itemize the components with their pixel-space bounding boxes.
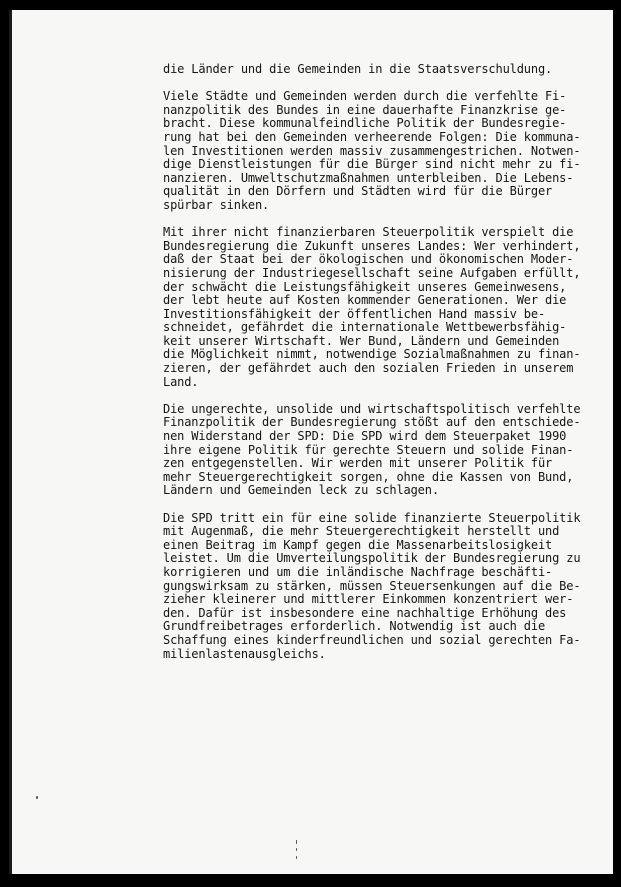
text-line: Die ungerechte, unsolide und wirtschaftspolitisch verfehlte [163,401,581,416]
scan-speck [36,796,38,799]
text-line: rung hat bei den Gemeinden verheerende Folgen: Die kommuna- [163,129,581,144]
text-line: len Investitionen werden massiv zusammengestrichen. Notwen- [163,143,581,158]
text-line: der lebt heute auf Kosten kommender Generationen. Wer die [163,293,567,308]
paragraph-3 [163,226,603,389]
scan-speck [296,848,297,851]
paragraph-2 [163,90,603,212]
text-line: Grundfreibetrages erforderlich. Notwendig ist auch die [163,619,546,634]
text-line: dige Dienstleistungen für die Bürger sind nicht mehr zu fi- [163,157,581,172]
text-line: Viele Städte und Gemeinden werden durch die verfehlte Fi- [163,89,567,104]
document-page [9,10,613,874]
text-line: die Möglichkeit nimmt, notwendige Sozialmaßnahmen zu finan- [163,347,581,362]
text-line: bracht. Diese kommunalfeindliche Politik der Bundesregie- [163,116,567,131]
text-line: Mit ihrer nicht finanzierbaren Steuerpolitik verspielt die [163,225,574,240]
text-line: leistet. Um die Umverteilungspolitik der Bundesregierung zu [163,551,581,566]
text-line: die Länder und die Gemeinden in die Staatsverschuldung. [163,62,553,76]
text-line: Bundesregierung die Zukunft unseres Landes: Wer verhindert, [163,238,581,253]
text-line: einen Beitrag im Kampf gegen die Massenarbeitslosigkeit [163,537,553,552]
text-line: keit unserer Wirtschaft. Wer Bund, Ländern und Gemeinden [163,333,560,348]
text-line: spürbar sinken. [163,197,270,212]
text-line: nanzpolitik des Bundes in eine dauerhafte Finanzkrise ge- [163,102,567,117]
text-line: mit Augenmaß, die mehr Steuergerechtigkeit herstellt und [163,524,560,539]
scan-edge [9,10,12,874]
text-line: milienlastenausgleichs. [163,646,326,661]
body-text [163,63,603,675]
text-line: nen Widerstand der SPD: Die SPD wird dem Steuerpaket 1990 [163,429,567,444]
text-line: der schwächt die Leistungsfähigkeit unseres Gemeinwesens, [163,279,567,294]
text-line: korrigieren und um die inländische Nachfrage beschäfti- [163,564,553,579]
text-line: zieher kleinerer und mittlerer Einkommen konzentriert wer- [163,592,574,607]
scan-speck [296,840,297,844]
text-line: nanzieren. Umweltschutzmaßnahmen unterbleiben. Die Lebens- [163,170,574,185]
text-line: Ländern und Gemeinden leck zu schlagen. [163,483,439,498]
text-line: Die SPD tritt ein für eine solide finanzierte Steuerpolitik [163,510,581,525]
paragraph-1 [163,63,603,77]
text-line: Investitionsfähigkeit der öffentlichen Hand massiv be- [163,306,546,321]
text-line: Schaffung eines kinderfreundlichen und sozial gerechten Fa- [163,632,581,647]
text-line: ihre eigene Politik für gerechte Steuern und solide Finan- [163,442,574,457]
text-line: den. Dafür ist insbesondere eine nachhaltige Erhöhung des [163,605,567,620]
text-line: schneidet, gefährdet die internationale Wettbewerbsfähig- [163,320,567,335]
text-line: zen entgegenstellen. Wir werden mit unserer Politik für [163,456,553,471]
paragraph-5 [163,512,603,662]
text-line: Finanzpolitik der Bundesregierung stößt auf den entschiede- [163,415,581,430]
text-line: zieren, der gefährdet auch den sozialen Frieden in unserem [163,361,574,376]
text-line: gungswirksam zu stärken, müssen Steuersenkungen auf die Be- [163,578,581,593]
scan-speck [296,856,297,859]
text-line: mehr Steuergerechtigkeit sorgen, ohne die Kassen von Bund, [163,469,574,484]
paragraph-4 [163,403,603,498]
text-line: Land. [163,374,199,389]
text-line: daß der Staat bei der ökologischen und ökonomischen Moder- [163,252,574,267]
text-line: nisierung der Industriegesellschaft seine Aufgaben erfüllt, [163,265,581,280]
text-line: qualität in den Dörfern und Städten wird für die Bürger [163,184,553,199]
